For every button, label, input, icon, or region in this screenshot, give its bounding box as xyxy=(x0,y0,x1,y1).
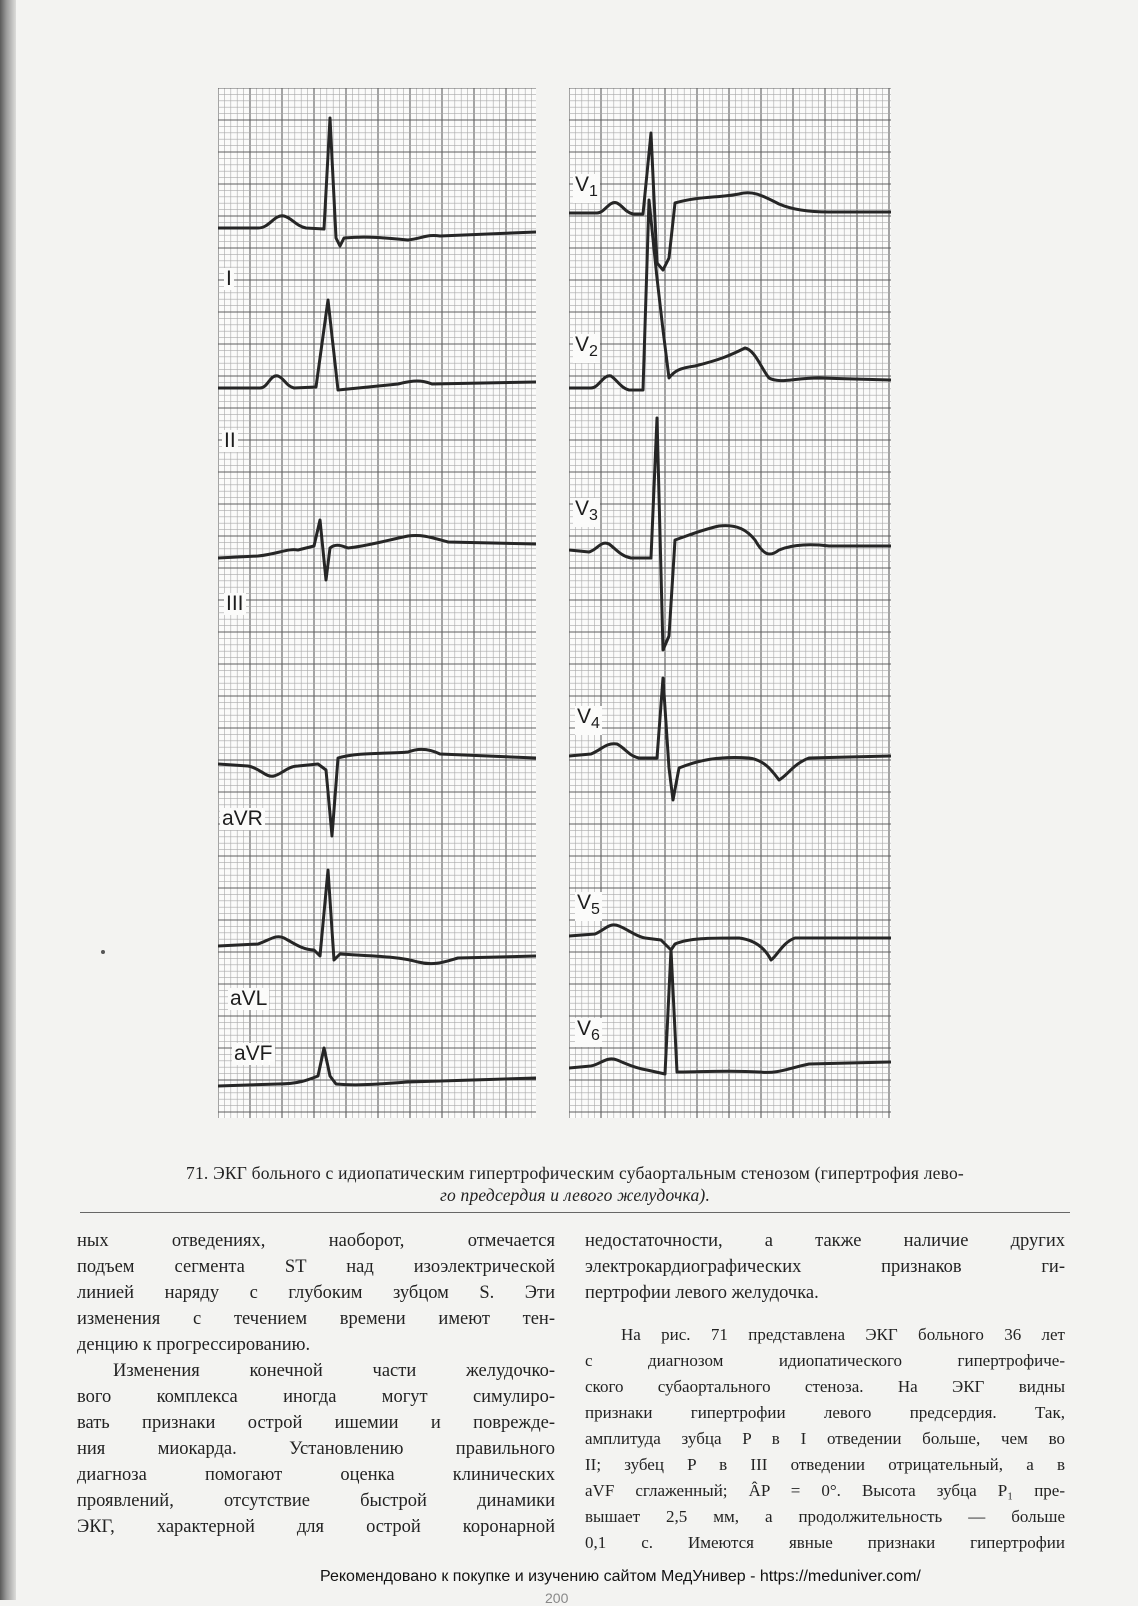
ecg-trace-lead-aVL xyxy=(218,870,536,964)
ecg-trace-lead-I xyxy=(218,118,536,246)
ecg-grid xyxy=(569,88,891,1118)
lead-label-I: I xyxy=(226,267,232,290)
body-line: с диагнозом идиопатического гипертрофиче- xyxy=(585,1351,1065,1370)
body-line: вышает 2,5 мм, а продолжительность — больше xyxy=(585,1507,1065,1526)
body-line: недостаточности, а также наличие других xyxy=(585,1231,1065,1251)
body-line: вать признаки острой ишемии и поврежде- xyxy=(77,1413,555,1433)
ecg-trace-lead-V1 xyxy=(569,133,891,270)
print-speck xyxy=(101,950,105,954)
lead-label-V4: $V_4$ xyxy=(575,706,602,735)
lead-label-aVR: aVR xyxy=(222,807,263,830)
body-line: Изменения конечной части желудочко- xyxy=(113,1361,555,1381)
page-number: 200 xyxy=(545,1590,569,1606)
lead-label-V6: $V_6$ xyxy=(575,1018,602,1047)
body-line: признаки гипертрофии левого предсердия. Так, xyxy=(585,1403,1065,1422)
ecg-chest-leads-panel xyxy=(569,88,891,1118)
lead-label-V5: $V_5$ xyxy=(575,892,602,921)
body-line: подъем сегмента ST над изоэлектрической xyxy=(77,1257,555,1277)
body-line: линией наряду с глубоким зубцом S. Эти xyxy=(77,1283,555,1303)
body-line: ского субаортального стеноза. На ЭКГ видны xyxy=(585,1377,1065,1396)
body-line: ния миокарда. Установлению правильного xyxy=(77,1439,555,1459)
body-line: 0,1 с. Имеются явные признаки гипертрофии xyxy=(585,1533,1065,1552)
ecg-trace-lead-III xyxy=(218,520,536,580)
ecg-trace-lead-V5 xyxy=(569,925,891,960)
body-line: вого комплекса иногда могут симулиро- xyxy=(77,1387,555,1407)
body-line: aVF сглаженный; ÂP = 0°. Высота зубца P₁ пре- xyxy=(585,1481,1065,1500)
body-line: изменения с течением времени имеют тен- xyxy=(77,1309,555,1329)
lead-label-V1: $V_1$ xyxy=(573,174,600,203)
body-line: пертрофии левого желудочка. xyxy=(585,1283,819,1303)
watermark-recommendation: Рекомендовано к покупке и изучению сайтом МедУнивер - https://meduniver.com/ xyxy=(320,1568,921,1585)
lead-label-II: II xyxy=(224,429,236,452)
ecg-chest-leads-chart xyxy=(569,88,891,1118)
ecg-limb-leads-chart xyxy=(218,88,536,1118)
body-line: проявлений, отсутствие быстрой динамики xyxy=(77,1491,555,1511)
figure-number: 71. xyxy=(186,1163,209,1183)
ecg-trace-lead-aVR xyxy=(218,749,536,836)
lead-label-V2: $V_2$ xyxy=(573,334,600,363)
caption-line-2: го предсердия и левого желудочка). xyxy=(439,1185,711,1205)
page-edge-shadow xyxy=(0,0,16,1600)
caption-divider xyxy=(80,1212,1070,1213)
body-line: На рис. 71 представлена ЭКГ больного 36 лет xyxy=(621,1325,1065,1344)
ecg-limb-leads-panel xyxy=(218,88,536,1118)
body-line: электрокардиографических признаков ги- xyxy=(585,1257,1065,1277)
lead-label-aVL: aVL xyxy=(230,987,268,1010)
lead-label-aVF: aVF xyxy=(234,1042,273,1065)
body-line: денцию к прогрессированию. xyxy=(77,1335,311,1355)
ecg-grid xyxy=(218,88,536,1118)
body-line: ных отведениях, наоборот, отмечается xyxy=(77,1231,555,1251)
body-line: ЭКГ, характерной для острой коронарной xyxy=(77,1517,555,1537)
body-line: диагноза помогают оценка клинических xyxy=(77,1465,555,1485)
body-column-left xyxy=(77,1228,555,1540)
lead-label-V3: $V_3$ xyxy=(573,498,600,527)
body-line: II; зубец P в III отведении отрицательный, а в xyxy=(585,1455,1065,1474)
body-column-right xyxy=(585,1228,1065,1556)
figure-caption xyxy=(80,1162,1070,1206)
caption-line-1: ЭКГ больного с идиопатическим гипертрофическим субаортальным стенозом (гипертрофия лево- xyxy=(213,1163,964,1183)
ecg-trace-lead-V6 xyxy=(569,950,891,1074)
body-line: амплитуда зубца P в I отведении больше, чем во xyxy=(585,1429,1065,1448)
lead-label-III: III xyxy=(226,592,244,615)
